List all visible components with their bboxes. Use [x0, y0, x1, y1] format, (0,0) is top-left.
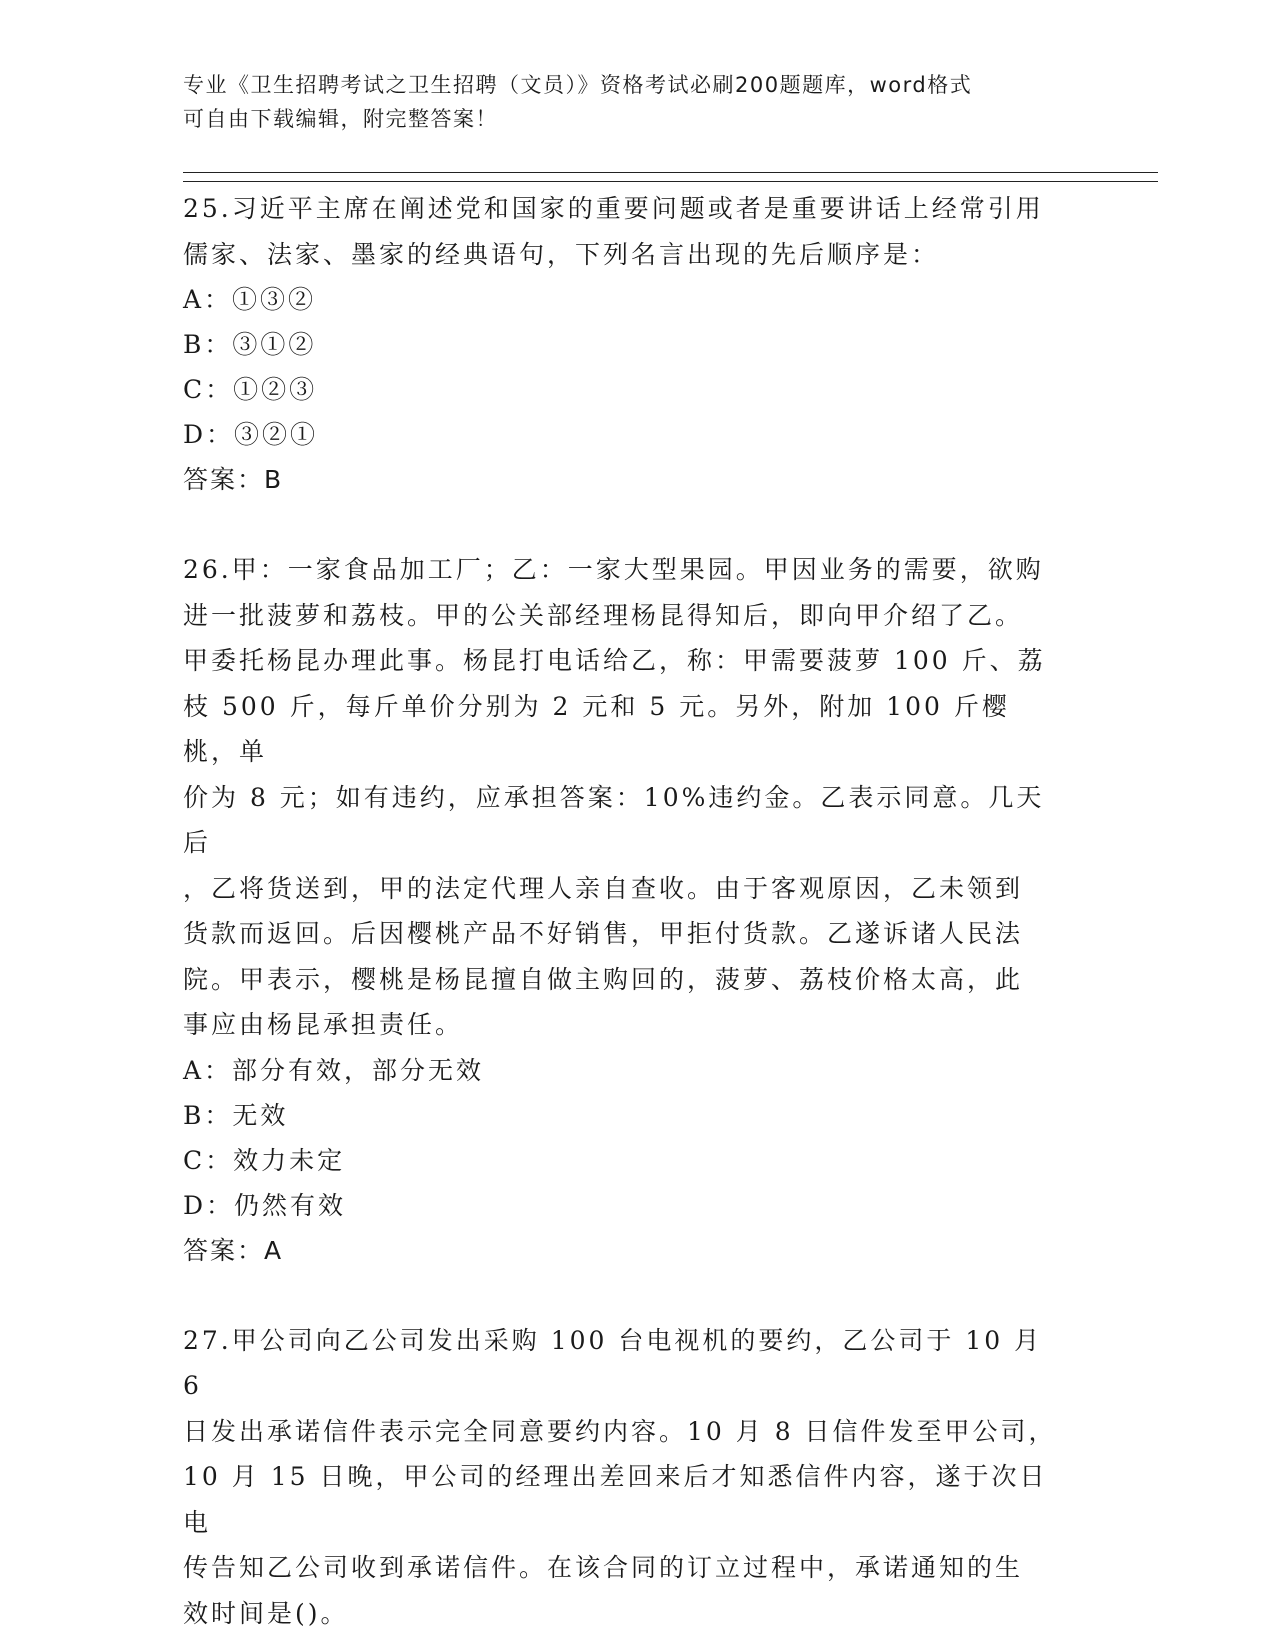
question-stem-line: 26.甲：一家食品加工厂；乙：一家大型果园。甲因业务的需要，欲购	[183, 555, 1044, 584]
question-stem-line: 日发出承诺信件表示完全同意要约内容。10 月 8 日信件发至甲公司，	[183, 1416, 1057, 1446]
header-rule-bottom	[183, 181, 1158, 182]
question-stem-line: 25.习近平主席在阐述党和国家的重要问题或者是重要讲话上经常引用	[183, 194, 1044, 223]
option-b: B：无效	[183, 1100, 289, 1130]
question-stem-line: 货款而返回。后因樱桃产品不好销售，甲拒付货款。乙遂诉诸人民法	[183, 919, 1024, 948]
answer: 答案：A	[183, 1235, 284, 1265]
header-line-1: 专业《卫生招聘考试之卫生招聘（文员）》资格考试必刷200题题库，word格式	[183, 73, 973, 97]
question-stem-line: 进一批菠萝和荔枝。甲的公关部经理杨昆得知后，即向甲介绍了乙。	[183, 600, 1024, 630]
spacer	[183, 503, 1063, 547]
header-line-2: 可自由下载编辑，附完整答案！	[183, 107, 498, 131]
header-rule-top	[183, 172, 1158, 173]
question-26	[183, 547, 1063, 1274]
question-stem-line: 价为 8 元；如有违约，应承担答案：10%违约金。乙表示同意。几天后	[183, 782, 1045, 857]
answer: 答案：B	[183, 465, 284, 494]
question-stem-line: 儒家、法家、墨家的经典语句，下列名言出现的先后顺序是：	[183, 239, 940, 269]
question-25	[183, 186, 1063, 503]
option-c: C：效力未定	[183, 1145, 346, 1175]
question-stem-line: 事应由杨昆承担责任。	[183, 1010, 464, 1039]
question-stem-line: 效时间是()。	[183, 1598, 349, 1628]
question-stem-line: 枝 500 斤，每斤单价分别为 2 元和 5 元。另外，附加 100 斤樱桃，单	[183, 691, 1010, 766]
spacer	[183, 1274, 1063, 1318]
option-a: A：部分有效，部分无效	[183, 1055, 485, 1085]
option-c: C：①②③	[183, 375, 318, 404]
question-list	[183, 186, 1063, 1636]
question-27	[183, 1318, 1063, 1637]
question-stem-line: ，乙将货送到，甲的法定代理人亲自查收。由于客观原因，乙未领到	[183, 873, 1024, 903]
question-stem-line: 院。甲表示，樱桃是杨昆擅自做主购回的，菠萝、荔枝价格太高，此	[183, 964, 1024, 994]
question-stem-line: 10 月 15 日晚，甲公司的经理出差回来后才知悉信件内容，遂于次日电	[183, 1462, 1048, 1537]
question-stem-line: 27.甲公司向乙公司发出采购 100 台电视机的要约，乙公司于 10 月 6	[183, 1325, 1043, 1400]
option-b: B：③①②	[183, 330, 317, 359]
document-header	[183, 68, 1063, 136]
question-stem-line: 传告知乙公司收到承诺信件。在该合同的订立过程中，承诺通知的生	[183, 1553, 1024, 1582]
question-stem-line: 甲委托杨昆办理此事。杨昆打电话给乙，称：甲需要菠萝 100 斤、荔	[183, 646, 1046, 675]
option-d: D：仍然有效	[183, 1190, 347, 1220]
option-a: A：①③②	[183, 285, 317, 314]
option-d: D：③②①	[183, 420, 319, 449]
